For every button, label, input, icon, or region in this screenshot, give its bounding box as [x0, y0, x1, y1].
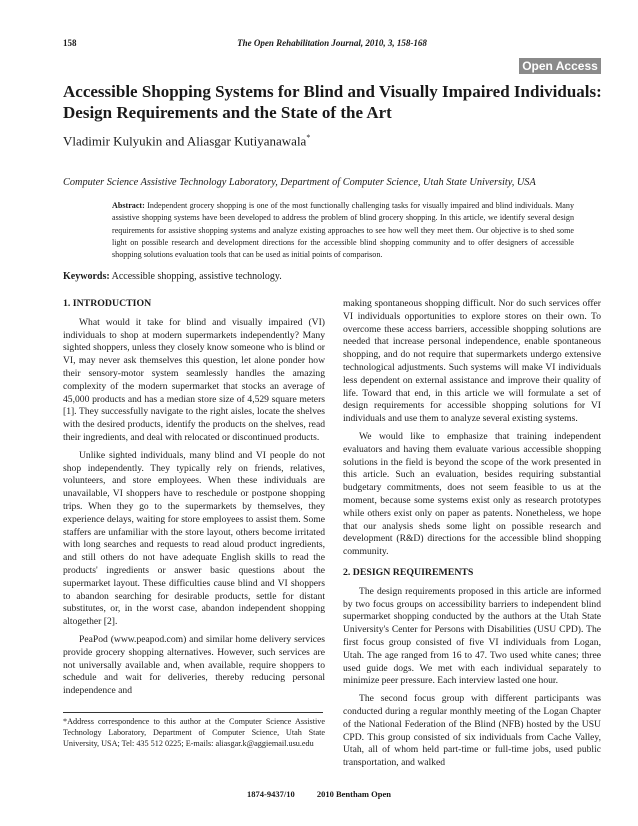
- page-number: 158: [63, 38, 77, 48]
- paragraph: Unlike sighted individuals, many blind and VI people do not shop independently. They typically rely on friends, relatives, volunteers, and store employees. When these individuals are unavailable, VI shoppers have to reschedule or postpone shopping trips. When they go to the supermarkets by themselves, they experience delays, waiting for store employees to assist them. Some staffers are unfamiliar with the store layout, others become irritated with long searches and requests to read aloud product ingredients, and still others do not have adequate English skills to read the products' ingredients or answer basic questions about the supermarket layout. These difficulties cause blind and VI shoppers to abandon searching for desirable products, settle for distant substitutes, or, in the worst case, abandon independent shopping altogether [2].: [63, 449, 325, 628]
- abstract-label: Abstract:: [112, 201, 145, 210]
- footnote-divider: [63, 712, 323, 713]
- affiliation: Computer Science Assistive Technology Laboratory, Department of Computer Science, Utah State University, USA: [63, 177, 536, 188]
- author-line: [63, 133, 310, 149]
- paragraph: making spontaneous shopping difficult. Nor do such services offer VI individuals opportunities to explore stores on their own. To overcome these access barriers, accessible shopping solutions are needed that increase personal independence, enable spontaneous shopping, and do not require that supermarkets undergo extensive technological adjustments. Such systems will make VI individuals less dependent on external assistance and improve their quality of life. Toward that end, in this article we will formulate a set of design requirements for accessible shopping solutions for VI individuals and use them to analyze several existing systems.: [343, 298, 601, 425]
- journal-citation: The Open Rehabilitation Journal, 2010, 3, 158-168: [237, 38, 427, 48]
- left-column: [63, 298, 325, 703]
- keywords: [63, 271, 282, 282]
- paragraph: The design requirements proposed in this article are informed by two focus groups on accessibility barriers to independent blind supermarket shopping conducted by the authors at the Utah State University's Center for Persons with Disabilities (USU CPD). The first focus group consisted of five VI individuals from Logan, Utah. The age ranged from 16 to 47. Two used white canes; three used guide dogs. We met with each individual separately to minimize peer pressure. Each interview lasted one hour.: [343, 585, 601, 687]
- keywords-label: Keywords:: [63, 271, 110, 282]
- correspondence-footnote: *Address correspondence to this author at the Computer Science Assistive Technology Laboratory, Department of Computer Science, Utah State University, USA; Tel: 435 512 0225; E-mails: aliasgar.k@aggiemail.usu.edu: [63, 717, 325, 748]
- section-heading-design-requirements: 2. DESIGN REQUIREMENTS: [343, 566, 474, 578]
- abstract: [112, 200, 574, 261]
- article-title: Accessible Shopping Systems for Blind and Visually Impaired Individuals: Design Requirements and the State of the Art: [63, 82, 602, 122]
- abstract-text: Independent grocery shopping is one of the most functionally challenging tasks for visually impaired and blind individuals. Many assistive shopping systems have been developed to address the problem of blind grocery shopping. In this article, we identify several design requirements for assistive shopping systems and analyze existing approaches to see how well they meet them. Our objective is to shed some light on possible research and development directions for the accessible blind shopping community and to offer designers of accessible shopping solutions evaluation tools that can be used as initial points of comparison.: [112, 201, 574, 260]
- corresponding-author-mark: *: [306, 133, 311, 142]
- paragraph: PeaPod (www.peapod.com) and similar home delivery services provide grocery shopping alternatives. However, such services are not universally available and, when available, require shoppers to schedule and wait for deliveries, thereby reducing personal independence and: [63, 633, 325, 697]
- paragraph: We would like to emphasize that training independent evaluators and having them evaluate various accessible shopping solutions in the field is beyond the scope of the work presented in this article. Such an evaluation, besides requiring substantial budgetary commitments, does not seem feasible to us at the moment, because some systems exist only as research prototypes while others exist only on paper as patents. Nonetheless, we hope that our analysis sheds some light on possible research and development (R&D) directions for the accessible blind shopping community.: [343, 430, 601, 558]
- section-heading-introduction: 1. INTRODUCTION: [63, 298, 152, 309]
- issn: 1874-9437/10: [247, 789, 295, 799]
- right-column: [343, 298, 601, 775]
- page-footer: [0, 789, 638, 799]
- open-access-badge: Open Access: [519, 58, 601, 74]
- paragraph: The second focus group with different participants was conducted during a regular monthly meeting of the Logan Chapter of the National Federation of the Blind (NFB) hosted by the USU CPD. This group consisted of six individuals from Cache Valley, Utah, all of whom held part-time or full-time jobs, used public transportation, and walked: [343, 693, 601, 769]
- publisher: 2010 Bentham Open: [316, 789, 391, 799]
- paragraph: What would it take for blind and visually impaired (VI) individuals to shop at modern supermarkets independently? Many sighted shoppers, unless they closely know someone who is blind or VI, may never ask themselves this question, let alone ponder how their sensory-motor system seamlessly handles the amazing complexity of the modern supermarket that stocks an average of 45,000 products and has a median store size of 4,529 square meters [1]. They successfully navigate to the right aisles, locate the shelves with the desired products, identify the products on the shelves, read their ingredients, and deal with relocated or discontinued products.: [63, 316, 325, 443]
- author-names: Vladimir Kulyukin and Aliasgar Kutiyanawala: [63, 133, 307, 149]
- keywords-text: Accessible shopping, assistive technology.: [111, 271, 282, 282]
- running-header: [63, 38, 601, 50]
